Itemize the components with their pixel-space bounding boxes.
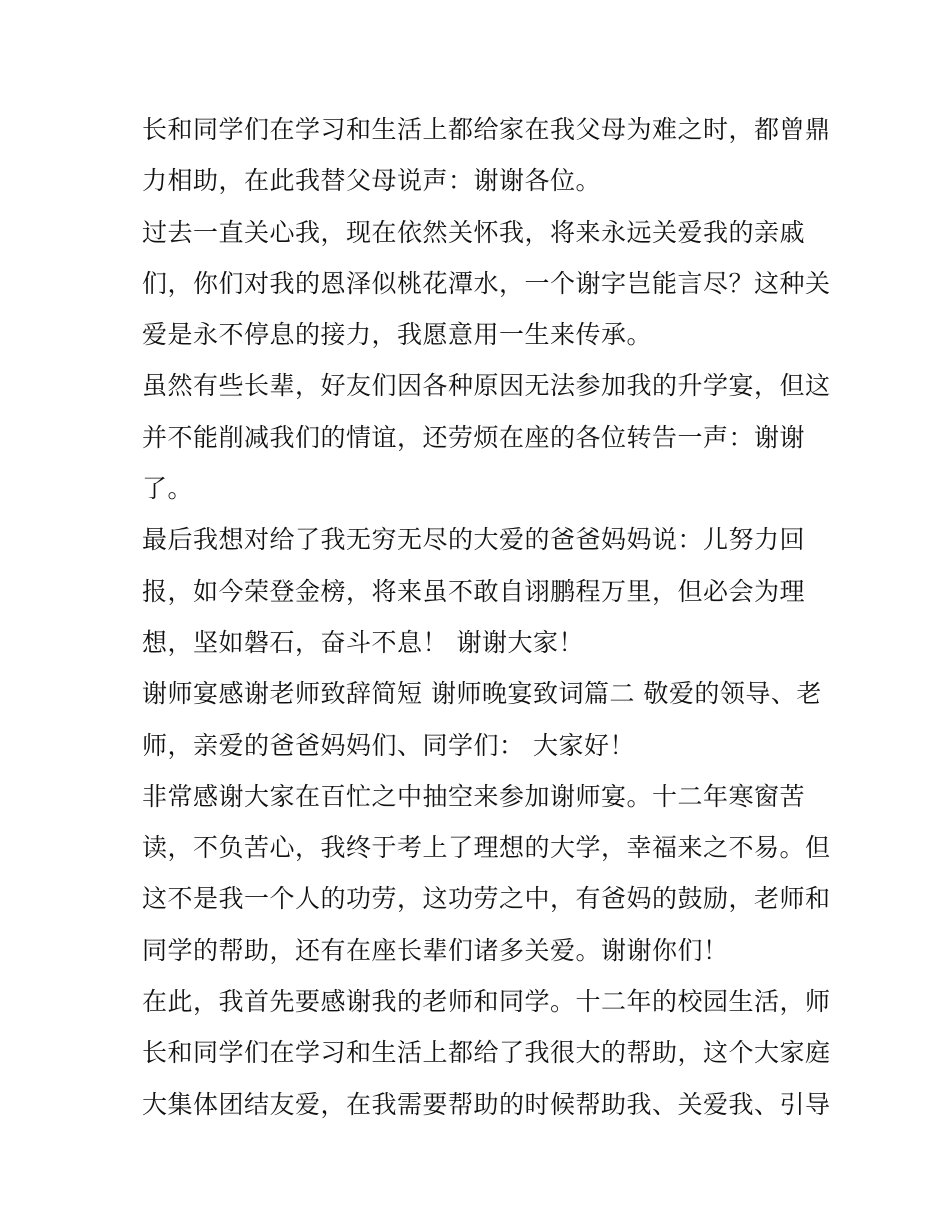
- document-body: [142, 104, 831, 1130]
- text-line: 并不能削减我们的情谊，还劳烦在座的各位转告一声：谢谢: [142, 422, 806, 452]
- paragraph-3: [142, 360, 831, 514]
- text-line: 长和同学们在学习和生活上都给了我很大的帮助，这个大家庭: [142, 1038, 831, 1068]
- paragraph-1: [142, 104, 831, 207]
- text-line: 谢师宴感谢老师致辞简短 谢师晚宴致词篇二 敬爱的领导、老: [142, 679, 822, 709]
- text-line: 了。: [142, 474, 194, 504]
- text-line: 非常感谢大家在百忙之中抽空来参加谢师宴。十二年寒窗苦: [142, 781, 806, 811]
- paragraph-2: [142, 207, 831, 361]
- text-line: 在此，我首先要感谢我的老师和同学。十二年的校园生活，师: [142, 987, 831, 1017]
- text-line: 爱是永不停息的接力，我愿意用一生来传承。: [142, 320, 653, 350]
- text-line: 这不是我一个人的功劳，这功劳之中，有爸妈的鼓励，老师和: [142, 884, 831, 914]
- text-line: 师，亲爱的爸爸妈妈们、同学们： 大家好！: [142, 730, 635, 760]
- paragraph-6: [142, 771, 831, 976]
- text-line: 报，如今荣登金榜，将来虽不敢自诩鹏程万里，但必会为理: [142, 576, 806, 606]
- text-line: 想，坚如磐石，奋斗不息！ 谢谢大家！: [142, 627, 584, 657]
- text-line: 虽然有些长辈，好友们因各种原因无法参加我的升学宴，但这: [142, 371, 831, 401]
- paragraph-7: [142, 976, 831, 1130]
- paragraph-5: [142, 668, 822, 771]
- text-line: 过去一直关心我，现在依然关怀我，将来永远关爱我的亲戚: [142, 217, 806, 247]
- text-line: 们，你们对我的恩泽似桃花潭水，一个谢字岂能言尽？这种关: [142, 268, 831, 298]
- text-line: 大集体团结友爱，在我需要帮助的时候帮助我、关爱我、引导: [142, 1089, 831, 1119]
- text-line: 读，不负苦心，我终于考上了理想的大学，幸福来之不易。但: [142, 833, 831, 863]
- text-line: 最后我想对给了我无穷无尽的大爱的爸爸妈妈说：儿努力回: [142, 525, 806, 555]
- paragraph-4: [142, 514, 822, 668]
- text-line: 长和同学们在学习和生活上都给家在我父母为难之时，都曾鼎: [142, 115, 831, 144]
- text-line: 力相助，在此我替父母说声：谢谢各位。: [142, 166, 602, 196]
- text-line: 同学的帮助，还有在座长辈们诸多关爱。谢谢你们！: [142, 935, 729, 965]
